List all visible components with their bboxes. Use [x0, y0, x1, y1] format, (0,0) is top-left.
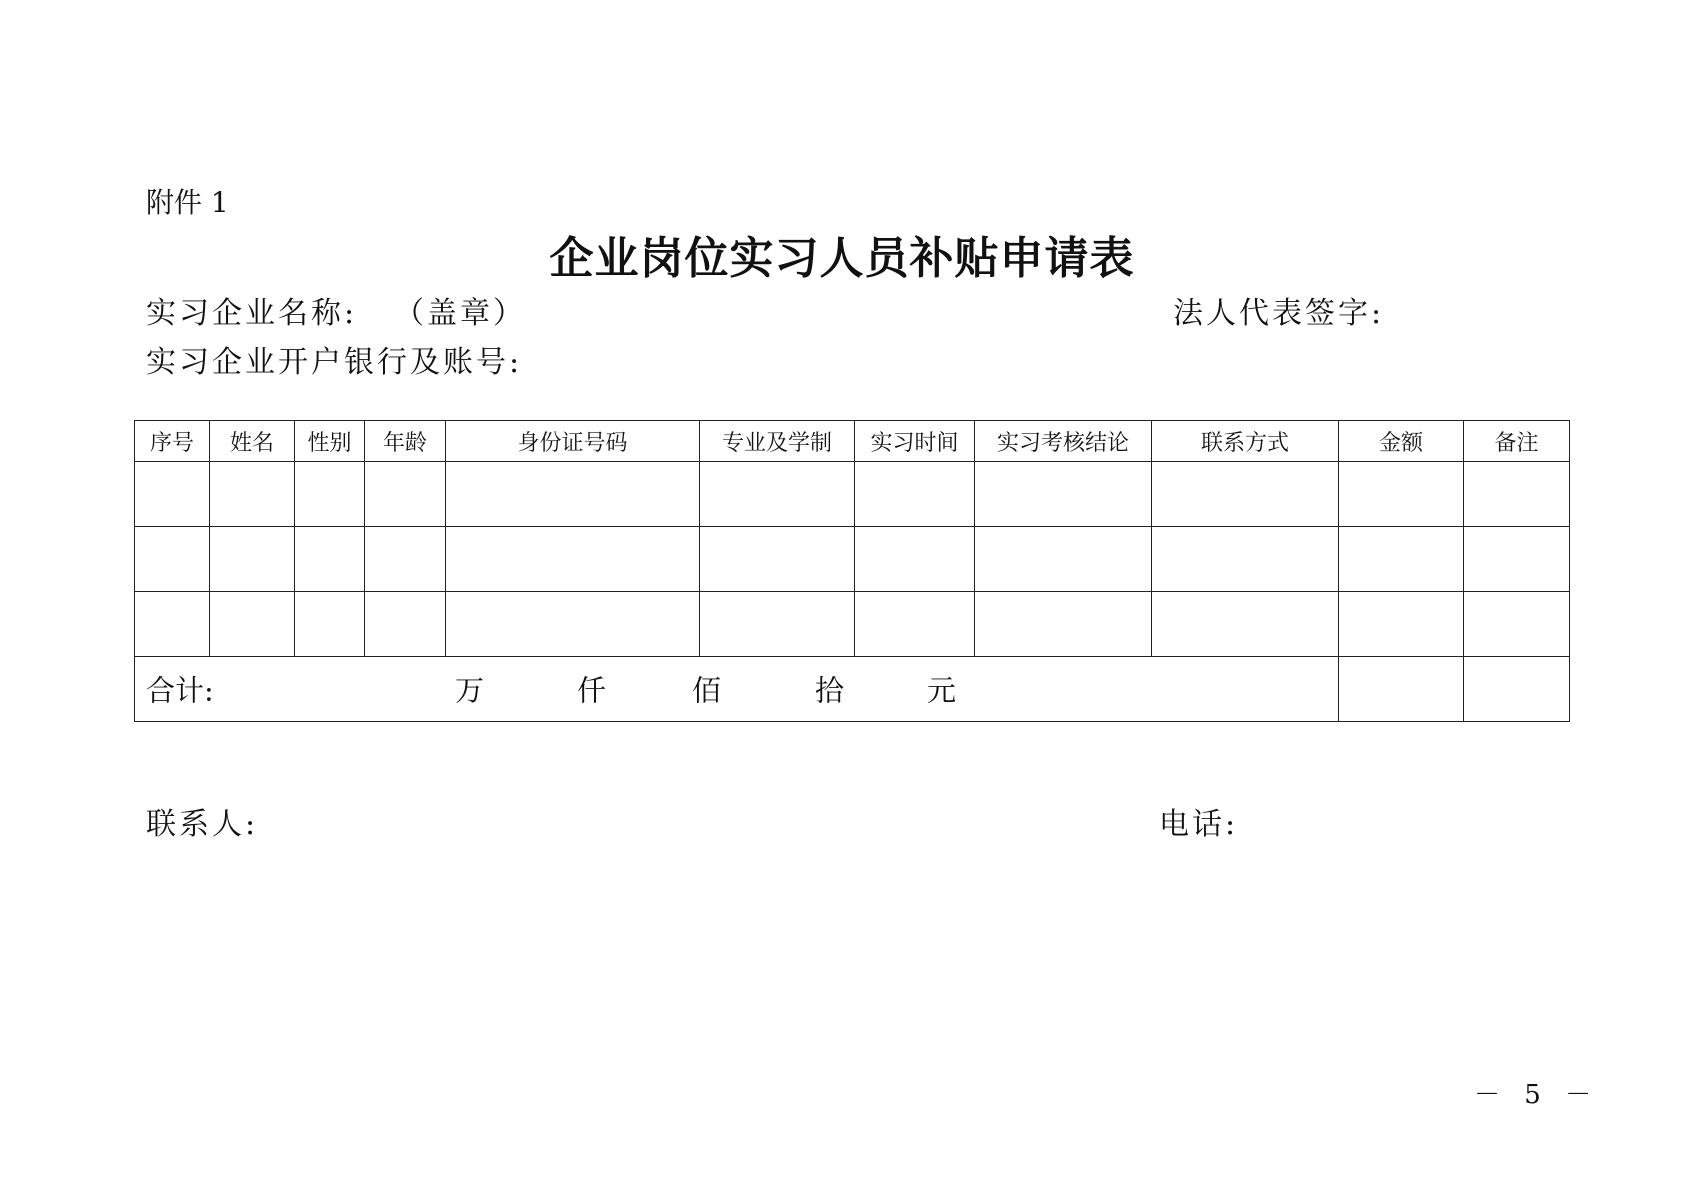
contact-person-label: 联系人:: [146, 807, 259, 842]
header-row: [135, 421, 1570, 462]
col-header-contact: 联系方式: [1152, 421, 1339, 462]
col-header-gender: 性别: [295, 421, 365, 462]
table-cell[interactable]: [365, 527, 446, 592]
table-cell[interactable]: [446, 527, 700, 592]
table-cell[interactable]: [855, 462, 975, 527]
subsidy-application-table: [134, 420, 1570, 722]
total-label: 合计:: [146, 673, 214, 708]
table-cell[interactable]: [1339, 592, 1464, 657]
table-cell[interactable]: [855, 527, 975, 592]
unit-wan: 万: [455, 673, 485, 708]
table-cell[interactable]: [210, 527, 295, 592]
table-cell[interactable]: [1152, 462, 1339, 527]
table-cell[interactable]: [1152, 527, 1339, 592]
company-name-label: 实习企业名称:: [146, 296, 358, 331]
col-header-index: 序号: [135, 421, 210, 462]
table-cell[interactable]: [295, 462, 365, 527]
table-cell[interactable]: [975, 462, 1152, 527]
table-cell[interactable]: [295, 592, 365, 657]
table-cell[interactable]: [700, 462, 855, 527]
attachment-label: 附件 1: [146, 186, 229, 219]
total-row: [135, 657, 1570, 722]
table-cell[interactable]: [700, 527, 855, 592]
table-row: [135, 527, 1570, 592]
col-header-id-number: 身份证号码: [446, 421, 700, 462]
table-cell[interactable]: [855, 592, 975, 657]
table-cell[interactable]: [135, 462, 210, 527]
table-cell[interactable]: [210, 592, 295, 657]
table-cell[interactable]: [700, 592, 855, 657]
col-header-assessment: 实习考核结论: [975, 421, 1152, 462]
table-cell[interactable]: [295, 527, 365, 592]
total-amount-cell[interactable]: [135, 657, 1339, 722]
table-cell[interactable]: [1464, 462, 1570, 527]
table-cell[interactable]: [1339, 462, 1464, 527]
col-header-name: 姓名: [210, 421, 295, 462]
form-title: 企业岗位实习人员补贴申请表: [549, 233, 1135, 284]
unit-yuan: 元: [927, 673, 957, 708]
table-cell[interactable]: [975, 592, 1152, 657]
table-cell[interactable]: [365, 462, 446, 527]
table-row: [135, 592, 1570, 657]
phone-label: 电话:: [1159, 807, 1239, 842]
table-cell[interactable]: [975, 527, 1152, 592]
table-cell[interactable]: [210, 462, 295, 527]
table-cell[interactable]: [1339, 527, 1464, 592]
unit-bai: 佰: [692, 673, 722, 708]
bank-account-label: 实习企业开户银行及账号:: [146, 345, 523, 380]
unit-shi: 拾: [815, 673, 845, 708]
table-cell[interactable]: [135, 592, 210, 657]
legal-rep-signature-label: 法人代表签字:: [1173, 296, 1385, 331]
unit-qian: 仟: [577, 673, 607, 708]
table-cell[interactable]: [1152, 592, 1339, 657]
page-number: － 5 －: [1474, 1080, 1600, 1110]
table-cell[interactable]: [135, 527, 210, 592]
table-cell[interactable]: [1464, 527, 1570, 592]
col-header-remarks: 备注: [1464, 421, 1570, 462]
table-row: [135, 462, 1570, 527]
col-header-internship-period: 实习时间: [855, 421, 975, 462]
total-amount-value-cell[interactable]: [1339, 657, 1464, 722]
table-cell[interactable]: [365, 592, 446, 657]
col-header-amount: 金额: [1339, 421, 1464, 462]
table-cell[interactable]: [446, 462, 700, 527]
seal-note: （盖章）: [394, 296, 526, 331]
table-cell[interactable]: [446, 592, 700, 657]
table-cell[interactable]: [1464, 592, 1570, 657]
col-header-age: 年龄: [365, 421, 446, 462]
col-header-major: 专业及学制: [700, 421, 855, 462]
total-remarks-cell[interactable]: [1464, 657, 1570, 722]
